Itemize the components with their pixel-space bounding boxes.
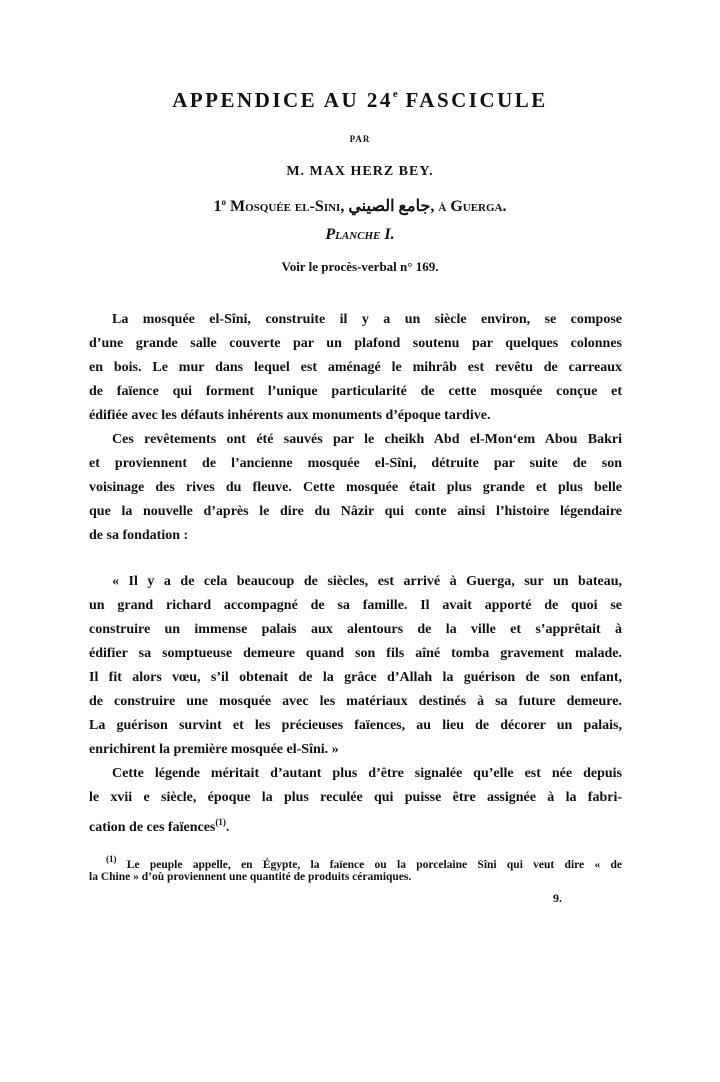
body-line: le xvii e siècle, époque la plus reculée qui puisse être assignée à la fabri- bbox=[89, 790, 622, 805]
footnote-line bbox=[106, 852, 622, 872]
footnote-line: la Chine » d’où proviennent une quantité de produits céramiques. bbox=[89, 871, 412, 883]
title-text: APPENDICE AU 24 bbox=[172, 88, 393, 112]
title-superscript: e bbox=[392, 88, 398, 100]
body-line: un grand richard accompagné de sa famille. Il avait apporté de quoi se bbox=[89, 598, 622, 613]
body-line: construire un immense palais aux alentours de la ville et s’apprêtait à bbox=[89, 622, 622, 637]
body-line: d’une grande salle couverte par un plafond soutenu par quelques colonnes bbox=[89, 336, 622, 351]
body-line: de construire une mosquée avec les matériaux destinés à sa future demeure. bbox=[89, 694, 622, 709]
body-line: « Il y a de cela beaucoup de siècles, est arrivé à Guerga, sur un bateau, bbox=[112, 574, 622, 589]
section-heading-text: Mosquée el-Sini, جامع الصيني, à Guerga. bbox=[225, 198, 507, 215]
body-line: édifiée avec les défauts inhérents aux monuments d’époque tardive. bbox=[89, 408, 491, 423]
plate-reference: Planche I. bbox=[325, 226, 395, 243]
body-line: enrichirent la première mosquée el-Sîni. » bbox=[89, 742, 339, 757]
body-line: édifier sa somptueuse demeure quand son fils aîné tomba gravement malade. bbox=[89, 646, 622, 661]
section-heading bbox=[0, 196, 720, 216]
body-line-with-ref: cation de ces faïences$^{(1)}$. bbox=[89, 817, 230, 835]
body-line: Ces revêtements ont été sauvés par le cheikh Abd el-Mon‘em Abou Bakri bbox=[112, 432, 622, 447]
page-title bbox=[0, 88, 720, 113]
section-number: 1 bbox=[213, 198, 222, 215]
body-line: Cette légende méritait d’autant plus d’être signalée qu’elle est née depuis bbox=[112, 766, 622, 781]
footnote-marker: (1) bbox=[106, 854, 117, 864]
author-name: M. MAX HERZ BEY. bbox=[286, 164, 434, 179]
body-line: La mosquée el-Sîni, construite il y a un siècle environ, se compose bbox=[112, 312, 622, 327]
title-text-end: FASCICULE bbox=[397, 88, 548, 112]
body-line: de sa fondation : bbox=[89, 528, 189, 543]
body-line-text: cation de ces faïences bbox=[89, 820, 216, 835]
page-number: 9. bbox=[553, 891, 562, 905]
body-line: voisinage des rives du fleuve. Cette mosquée était plus grande et plus belle bbox=[89, 480, 622, 495]
body-line: et proviennent de l’ancienne mosquée el-Sîni, détruite par suite de son bbox=[89, 456, 622, 471]
body-line: Il fit alors vœu, s’il obtenait de la grâce d’Allah la guérison de son enfant, bbox=[89, 670, 622, 685]
footnote-reference: (1) bbox=[215, 817, 226, 827]
body-line: La guérison survint et les précieuses faïences, au lieu de décorer un palais, bbox=[89, 718, 622, 733]
body-line: de faïence qui forment l’unique particularité de cette mosquée conçue et bbox=[89, 384, 622, 399]
section-number-sup: o bbox=[221, 197, 226, 207]
by-line: PAR bbox=[349, 134, 371, 144]
body-line: que la nouvelle d’après le dire du Nâzir qui conte ainsi l’histoire légendaire bbox=[89, 504, 622, 519]
body-line: en bois. Le mur dans lequel est aménagé le mihrâb est revêtu de carreaux bbox=[89, 360, 622, 375]
footnote-text: Le peuple appelle, en Égypte, la faïence ou la porcelaine Sîni qui veut dire « de bbox=[116, 859, 622, 871]
proces-verbal-reference: Voir le procès-verbal n° 169. bbox=[281, 259, 439, 274]
